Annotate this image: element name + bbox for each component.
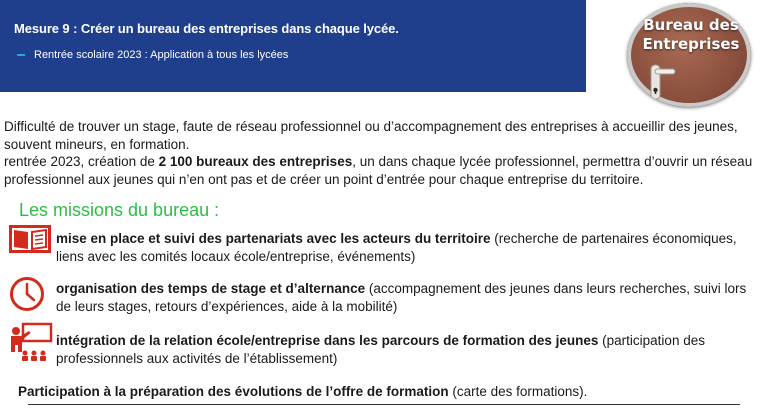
intro-text-end: , un dans chaque lycée professionnel, permettra d’ouvrir un réseau professionnel aux jeunes qui n’en ont pas et de créer un point d’entrée pour chaque entreprise du territoire. bbox=[4, 154, 753, 187]
bureau-badge bbox=[627, 3, 751, 107]
badge-label bbox=[641, 16, 741, 54]
missions-heading: Les missions du bureau : bbox=[19, 200, 220, 220]
header-banner bbox=[0, 0, 586, 92]
participation-title: Participation à la préparation des évolutions de l’offre de formation bbox=[18, 384, 449, 399]
measure-title: Mesure 9 : Créer un bureau des entreprises dans chaque lycée. bbox=[14, 21, 399, 36]
dash-bullet-icon bbox=[17, 54, 25, 56]
measure-subtitle-text: Rentrée scolaire 2023 : Application à tous les lycées bbox=[34, 49, 289, 61]
badge-line-1: Bureau des bbox=[643, 16, 739, 34]
intro-paragraph-1: Difficulté de trouver un stage, faute de réseau professionnel ou d’accompagnement des entreprises à accueillir des jeunes, souvent mineurs, en formation. bbox=[4, 119, 738, 152]
mission-title: intégration de la relation école/entreprise dans les parcours de formation des jeunes bbox=[56, 333, 599, 348]
intro-text bbox=[4, 118, 764, 188]
teacher-presentation-icon bbox=[7, 322, 55, 364]
participation-detail: (carte des formations). bbox=[448, 384, 588, 399]
mission-detail: (participation des professionnels aux activités de l’établissement) bbox=[56, 333, 705, 366]
mission-detail: (recherche de partenaires économiques, liens avec les comités locaux école/entreprise, événements) bbox=[56, 231, 737, 264]
mission-text bbox=[56, 280, 762, 315]
badge-line-2: Entreprises bbox=[642, 35, 740, 53]
mission-title: organisation des temps de stage et d’alternance bbox=[56, 281, 366, 296]
intro-text-start: rentrée 2023, création de bbox=[4, 154, 159, 169]
door-handle-icon bbox=[647, 63, 677, 103]
participation-text bbox=[18, 384, 587, 399]
measure-subtitle bbox=[17, 49, 288, 61]
mission-title: mise en place et suivi des partenariats avec les acteurs du territoire bbox=[56, 231, 491, 246]
clock-icon bbox=[9, 276, 45, 312]
intro-paragraph-2 bbox=[4, 153, 764, 188]
mission-text bbox=[56, 332, 762, 367]
open-book-icon bbox=[9, 225, 51, 253]
intro-highlight: 2 100 bureaux des entreprises bbox=[158, 154, 353, 169]
mission-text bbox=[56, 230, 762, 265]
bottom-divider bbox=[28, 404, 740, 405]
mission-detail: (accompagnement des jeunes dans leurs recherches, suivi lors de leurs stages, retours d’expériences, aide à la mobilité) bbox=[56, 281, 747, 314]
